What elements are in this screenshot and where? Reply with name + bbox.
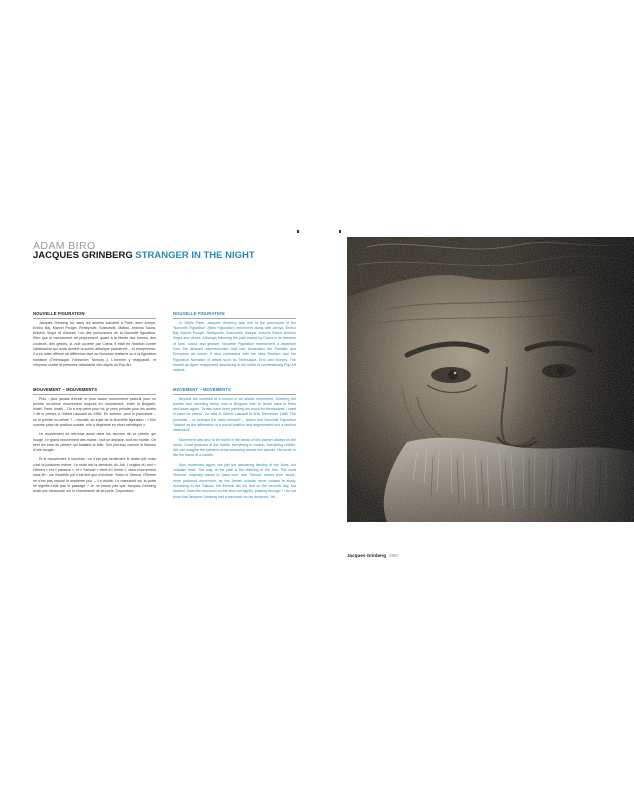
section-heading: NOUVELLE FIGURATION (173, 311, 296, 319)
french-section-mouvement (33, 387, 156, 499)
section-heading: MOVEMENT – MOVEMENTS (173, 387, 296, 395)
paragraph: In 1960s Paris, Jacques Grinberg was one of the precursors of the 'Nouvelle Figuration' (New Figuration) movement along with Arroyo, Enrico Baj, Marcel Pouget, Rebeyrolle, Sosnowitz, Mazyar, Antonio Saura, Antonio Segui and others. Although following the path traced by Cobra in its freedom of form, colour and gesture, Nouvelle Figuration represented a departure from the Abstract expressionism that had dominated the Parisian and European art scene. It also contrasted with the New Realism and the Figuration Narrative of artists such as Télémaque, Erró and Monory. The human as figure reappeared assertively in the midst of overwhelming Pop Art objects. (173, 320, 296, 373)
portrait-photo (347, 237, 634, 522)
section-heading: NOUVELLE FIGURATION (33, 311, 156, 319)
english-section-nouvelle-figuration (173, 311, 296, 377)
paragraph: Beyond the confines of a school or an artistic movement, Grinberg the painter kept travelling freely: now in Bulgaria, then to Israel, back to Paris and Israel again. "Artists have been painting too much for themselves; I want to paint for others", he said to Gilbert Lascault in Arts, December 1966. The journalist – or perhaps the artist himself? – added that Nouvelle Figuration "started as the affirmation of a social position and degenerated into a fashion statement". (173, 396, 296, 433)
crop-mark (339, 230, 341, 233)
chapter-title-name: JACQUES GRINBERG (33, 250, 133, 261)
caption-name: Jacques Grinberg (347, 553, 387, 558)
french-section-nouvelle-figuration (33, 311, 156, 372)
crop-mark (297, 230, 299, 233)
chapter-title (33, 250, 255, 261)
paragraph: Also movement again: not just the wandering destiny of the Jews, but Judaism itself. The way, or the path is the dwelling of the Jew. The word 'Hebrew' originally meant to 'pass over' and 'Talmud' comes from 'study'; more profound movement, as the Jewish scholar never ceases to study. According to the Talmud, the Eternal did not rest on the seventh day, but studied. Does the mezuzah on the door not signify 'passing through'? I do not think that Jacques Grinberg had a mezuzah on his doorpost. Yet... (173, 462, 296, 499)
english-section-movement (173, 387, 296, 504)
paragraph: Et le mouvement à nouveau : ce n'est pas seulement le destin juif, mais c'est la judaïsme même. La route est la demeure du Juif. L'origine du mot « Hébreu » est « passeur », et « Samuel » vient d'« écrire », donc mouvement sans fin : car l'Israélite juif n'est fixé que d'écriture. Selon le Talmud, l'Éternel ne s'est pas reposé le septième jour – il a étudié. Le manuscrit sur la porte ne signifie-t-elle pas le passage ? Je ne pense pas que Jacques Grinberg avait une mezouzah sur le chambranle de sa porte, Cependant... (33, 457, 156, 494)
section-heading: MOUVEMENT – MOUVEMENTS (33, 387, 156, 395)
photo-caption (347, 553, 399, 558)
portrait-photo-image (347, 237, 634, 522)
author-name: ADAM BIRO (33, 240, 96, 252)
paragraph: Jacques Grinberg fut, dans les années soixante à Paris, avec Arroyo, Enrico Baj, Marcel Pouget, Rebeyrolle, Sosnowitz, Matieu, Antonio Saura, Antonio Segui et d'autres, l'un des précurseurs de la Nouvelle figuration. Rien que le mouvement art proprement, quant à la liberté des formes, des couleurs, des gestes, la voie ouverte par Cobra, il était en réaction contre l'abstraction qui avait dominé la scène artistique parisienne – et européenne. Il a en outre affirmé sa différence face au Nouveau réalisme ou à la figuration narrative (Télémaque, Fahlström, Monory...). L'homme y réapparaît, et s'impose contre la présence obsédante des objets du Pop Art. (33, 320, 156, 367)
paragraph: Le mouvement se retrouve aussi dans les œuvres de ce peintre qui bouge. Le grand mouvement des mains : tout se déplace, tout est mobile. On sent les bras du peintre qui balaient la toile. Son pinceau comme la flamme d'une bougie... (33, 432, 156, 453)
chapter-title-subtitle: STRANGER IN THE NIGHT (135, 250, 255, 261)
paragraph: Movement was also to be found in the works of this painter always on the move. Great gestures of the hands: everything in motion, everything mobile. We can imagine the painter's arms sweeping across the canvas. His brush is like the flame of a candle. (173, 437, 296, 458)
caption-year: 1967 (388, 553, 400, 558)
paragraph: Puis : plus jamais d'école et plus aucun mouvement pictural pour ce peintre lui-même mouvement toujours en mouvement, entre la Bulgarie, Israël, Paris, Israël... On a trop peint pour toi, je veux peindre pour les autres » dit le peintre à Gilbert Lascault en 1966. En somme, pour le journaliste – ou le peintre lui-même ? – répudie, au sujet de la Nouvelle figuration : « Elle comme prise de position sociale, elle a dégénéré en rituel esthétique ». (33, 396, 156, 427)
